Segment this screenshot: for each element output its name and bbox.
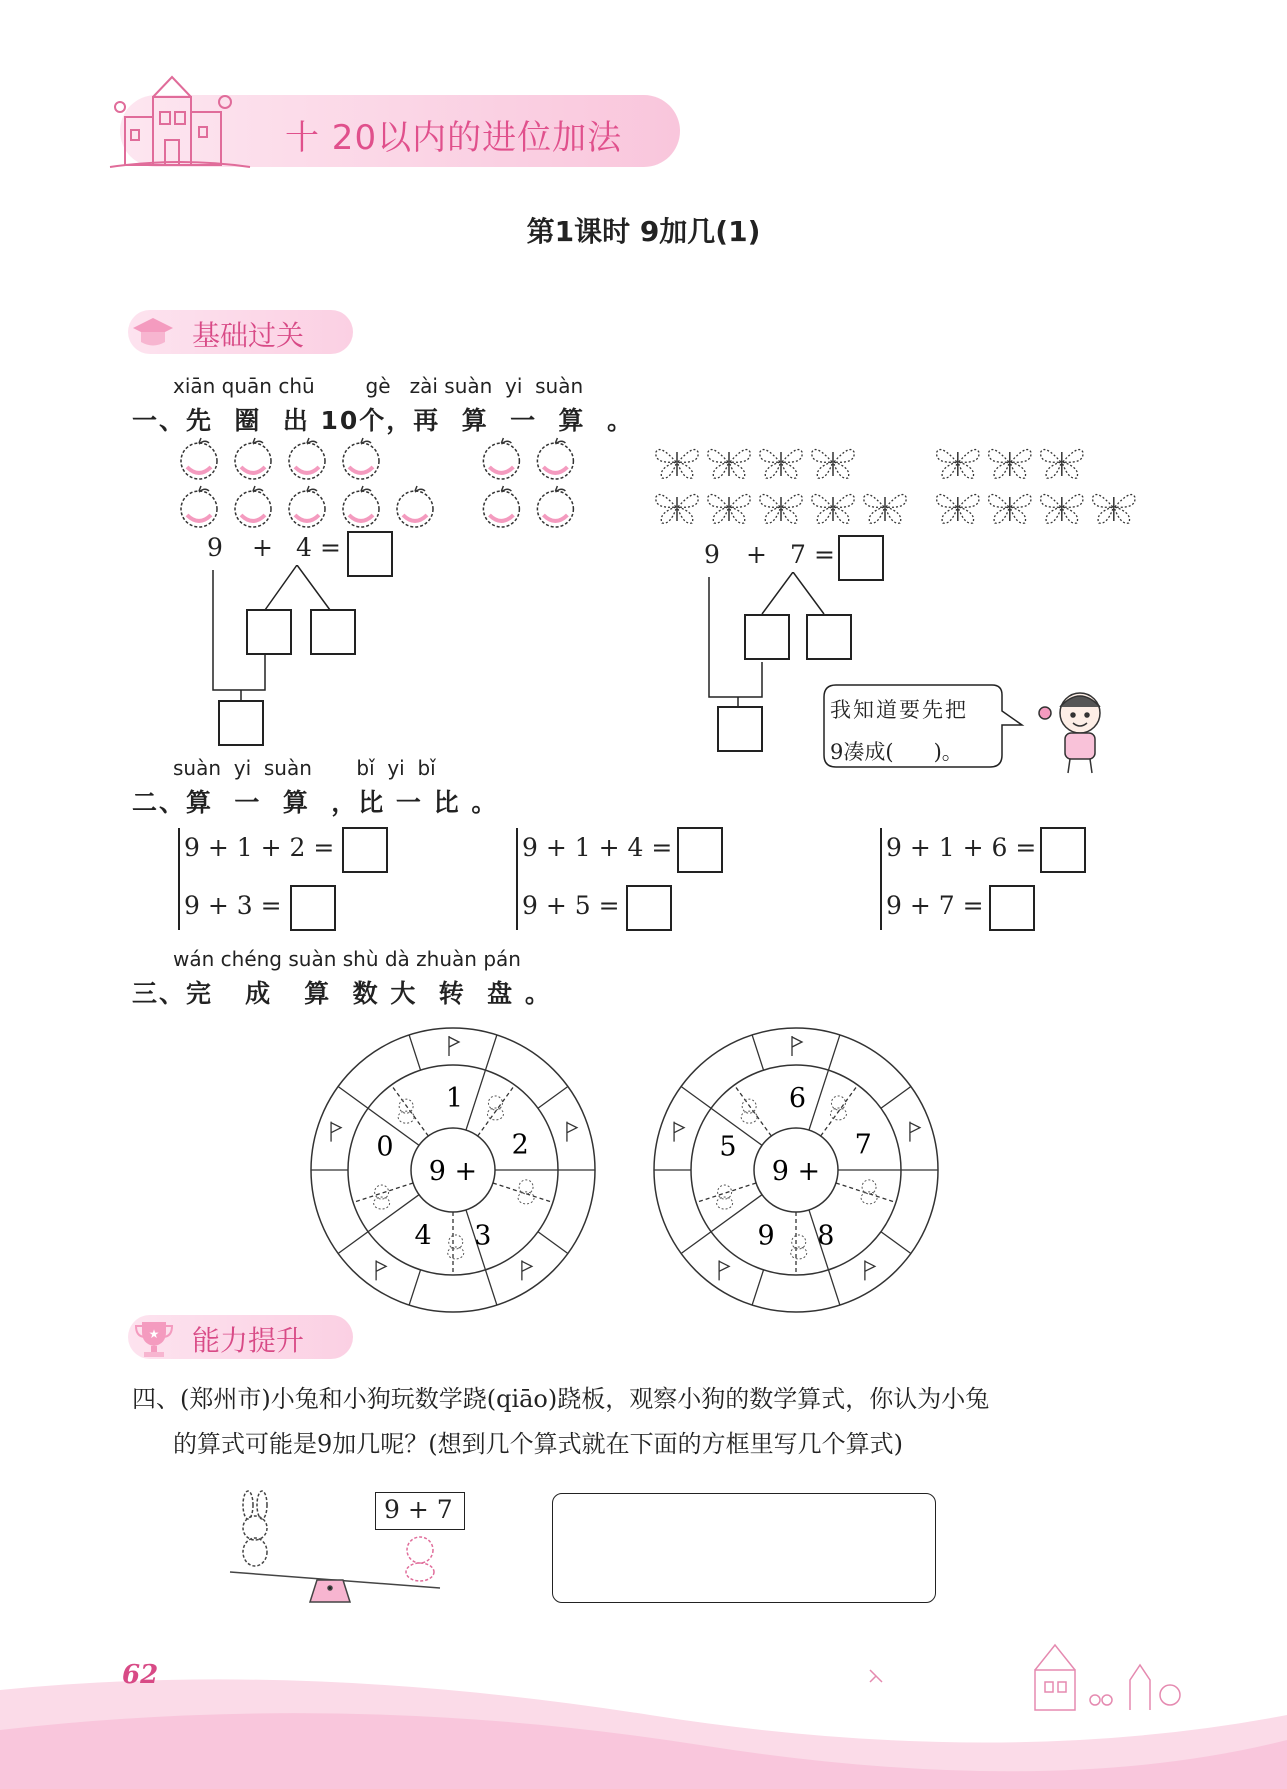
q3-text: 三、完 成 算 数 大 转 盘 。 [132, 979, 552, 1008]
wheel-number: 5 [719, 1131, 737, 1163]
wheel-number: 8 [817, 1220, 835, 1252]
q2-text: 二、算 一 算 ，比 一 比 。 [132, 788, 499, 817]
butterfly-icon [812, 450, 854, 479]
page-number: 62 [122, 1660, 159, 1690]
q2-group1-line2: 9 + 3 = [184, 891, 282, 920]
q1-right-op: + [746, 540, 767, 569]
q1-left-a: 9 [207, 533, 223, 562]
apple-icon [343, 438, 379, 479]
q1-text: 一、先 圈 出 10个，再 算 一 算 。 [132, 406, 634, 435]
q2-group1-line1: 9 + 1 + 2 = [184, 833, 335, 862]
wheel-number: 4 [414, 1220, 432, 1252]
apple-icon [397, 486, 433, 527]
apple-icon [537, 486, 573, 527]
q2-group3-box2[interactable] [989, 885, 1035, 931]
q2-group3-box1[interactable] [1040, 827, 1086, 873]
lesson-title: 第1课时 9加几(1) [526, 215, 761, 248]
wheel-number: 2 [511, 1129, 529, 1161]
butterfly-icon [864, 495, 906, 524]
wheel-number: 1 [445, 1083, 464, 1115]
butterfly-icon [760, 495, 802, 524]
q2-group3-line2: 9 + 7 = [886, 891, 984, 920]
wheel-number: 6 [788, 1083, 807, 1115]
q1-left-split-box-2[interactable] [310, 609, 356, 655]
apple-icon [235, 438, 271, 479]
apple-icon [343, 486, 379, 527]
q2-group2-box1[interactable] [677, 827, 723, 873]
wheel-center-label: 9 + [428, 1156, 478, 1187]
q2-group3-line1: 9 + 1 + 6 = [886, 833, 1037, 862]
q4-line1: 四、(郑州市)小兔和小狗玩数学跷(qiāo)跷板，观察小狗的数学算式，你认为小兔 [132, 1385, 990, 1413]
butterfly-icon [708, 495, 750, 524]
q3-pinyin: wán chéng suàn shù dà zhuàn pán [173, 947, 521, 971]
wheel-center-label: 9 + [771, 1156, 821, 1187]
section-title-advanced: 能力提升 [192, 1324, 305, 1357]
q1-left-split-box-1[interactable] [246, 609, 292, 655]
butterflies-group [652, 440, 1142, 530]
butterfly-icon [1041, 495, 1083, 524]
wheel-number: 3 [474, 1220, 492, 1252]
q1-right-eq: = [814, 540, 835, 569]
q2-group1-box1[interactable] [342, 827, 388, 873]
apple-icon [483, 438, 519, 479]
apple-icon [235, 486, 271, 527]
q2-group2-line1: 9 + 1 + 4 = [522, 833, 673, 862]
butterfly-icon [812, 495, 854, 524]
butterfly-icon [656, 495, 698, 524]
wheel-number: 0 [376, 1131, 394, 1163]
wheel-left [303, 1025, 603, 1315]
q1-left-sum-box[interactable] [218, 700, 264, 746]
trophy-icon [132, 1316, 176, 1360]
q2-group2-line2: 9 + 5 = [522, 891, 620, 920]
butterfly-icon [708, 450, 750, 479]
q2-group2-bar [516, 828, 518, 930]
q1-right-split-box-2[interactable] [806, 614, 852, 660]
butterfly-icon [760, 450, 802, 479]
q1-left-eq: = [320, 533, 341, 562]
butterfly-icon [1093, 495, 1135, 524]
apple-icon [289, 438, 325, 479]
butterfly-icon [937, 450, 979, 479]
q1-left-op: + [252, 533, 273, 562]
butterfly-icon [937, 495, 979, 524]
speech-line-2: 9凑成( )。 [830, 740, 963, 764]
q4-answer-area[interactable] [552, 1493, 936, 1603]
boy-illustration [1035, 685, 1115, 775]
svg-text:★: ★ [148, 1327, 160, 1341]
q1-pinyin: xiān quān chū gè zài suàn yi suàn [173, 374, 584, 398]
dog-formula: 9 + 7 [384, 1495, 453, 1524]
butterfly-icon [656, 450, 698, 479]
wheel-number: 9 [757, 1220, 775, 1252]
wheel-number: 7 [854, 1129, 872, 1161]
q1-right-b: 7 [790, 540, 806, 569]
apple-icon [181, 438, 217, 479]
castle-illustration [105, 72, 255, 177]
graduation-cap-icon [128, 312, 178, 352]
butterfly-icon [989, 495, 1031, 524]
q2-group3-bar [880, 828, 882, 930]
speech-line-1: 我知道要先把 [830, 698, 968, 722]
apple-icon [181, 486, 217, 527]
apple-icon [289, 486, 325, 527]
butterfly-icon [989, 450, 1031, 479]
q2-group2-box2[interactable] [626, 885, 672, 931]
q2-group1-bar [178, 828, 180, 930]
chapter-title: 十 20以内的进位加法 [285, 118, 623, 158]
q1-right-sum-box[interactable] [717, 706, 763, 752]
q4-line2: 的算式可能是9加几呢？(想到几个算式就在下面的方框里写几个算式) [173, 1430, 903, 1458]
section-title-basic: 基础过关 [192, 319, 305, 352]
q2-pinyin: suàn yi suàn bǐ yi bǐ [173, 756, 436, 780]
q1-right-a: 9 [704, 540, 720, 569]
wheel-right [646, 1025, 946, 1315]
apples-group [175, 435, 595, 535]
q1-left-b: 4 [296, 533, 312, 562]
footer-wave [0, 1620, 1287, 1789]
apple-icon [537, 438, 573, 479]
q1-right-split-box-1[interactable] [744, 614, 790, 660]
apple-icon [483, 486, 519, 527]
q2-group1-box2[interactable] [290, 885, 336, 931]
butterfly-icon [1041, 450, 1083, 479]
